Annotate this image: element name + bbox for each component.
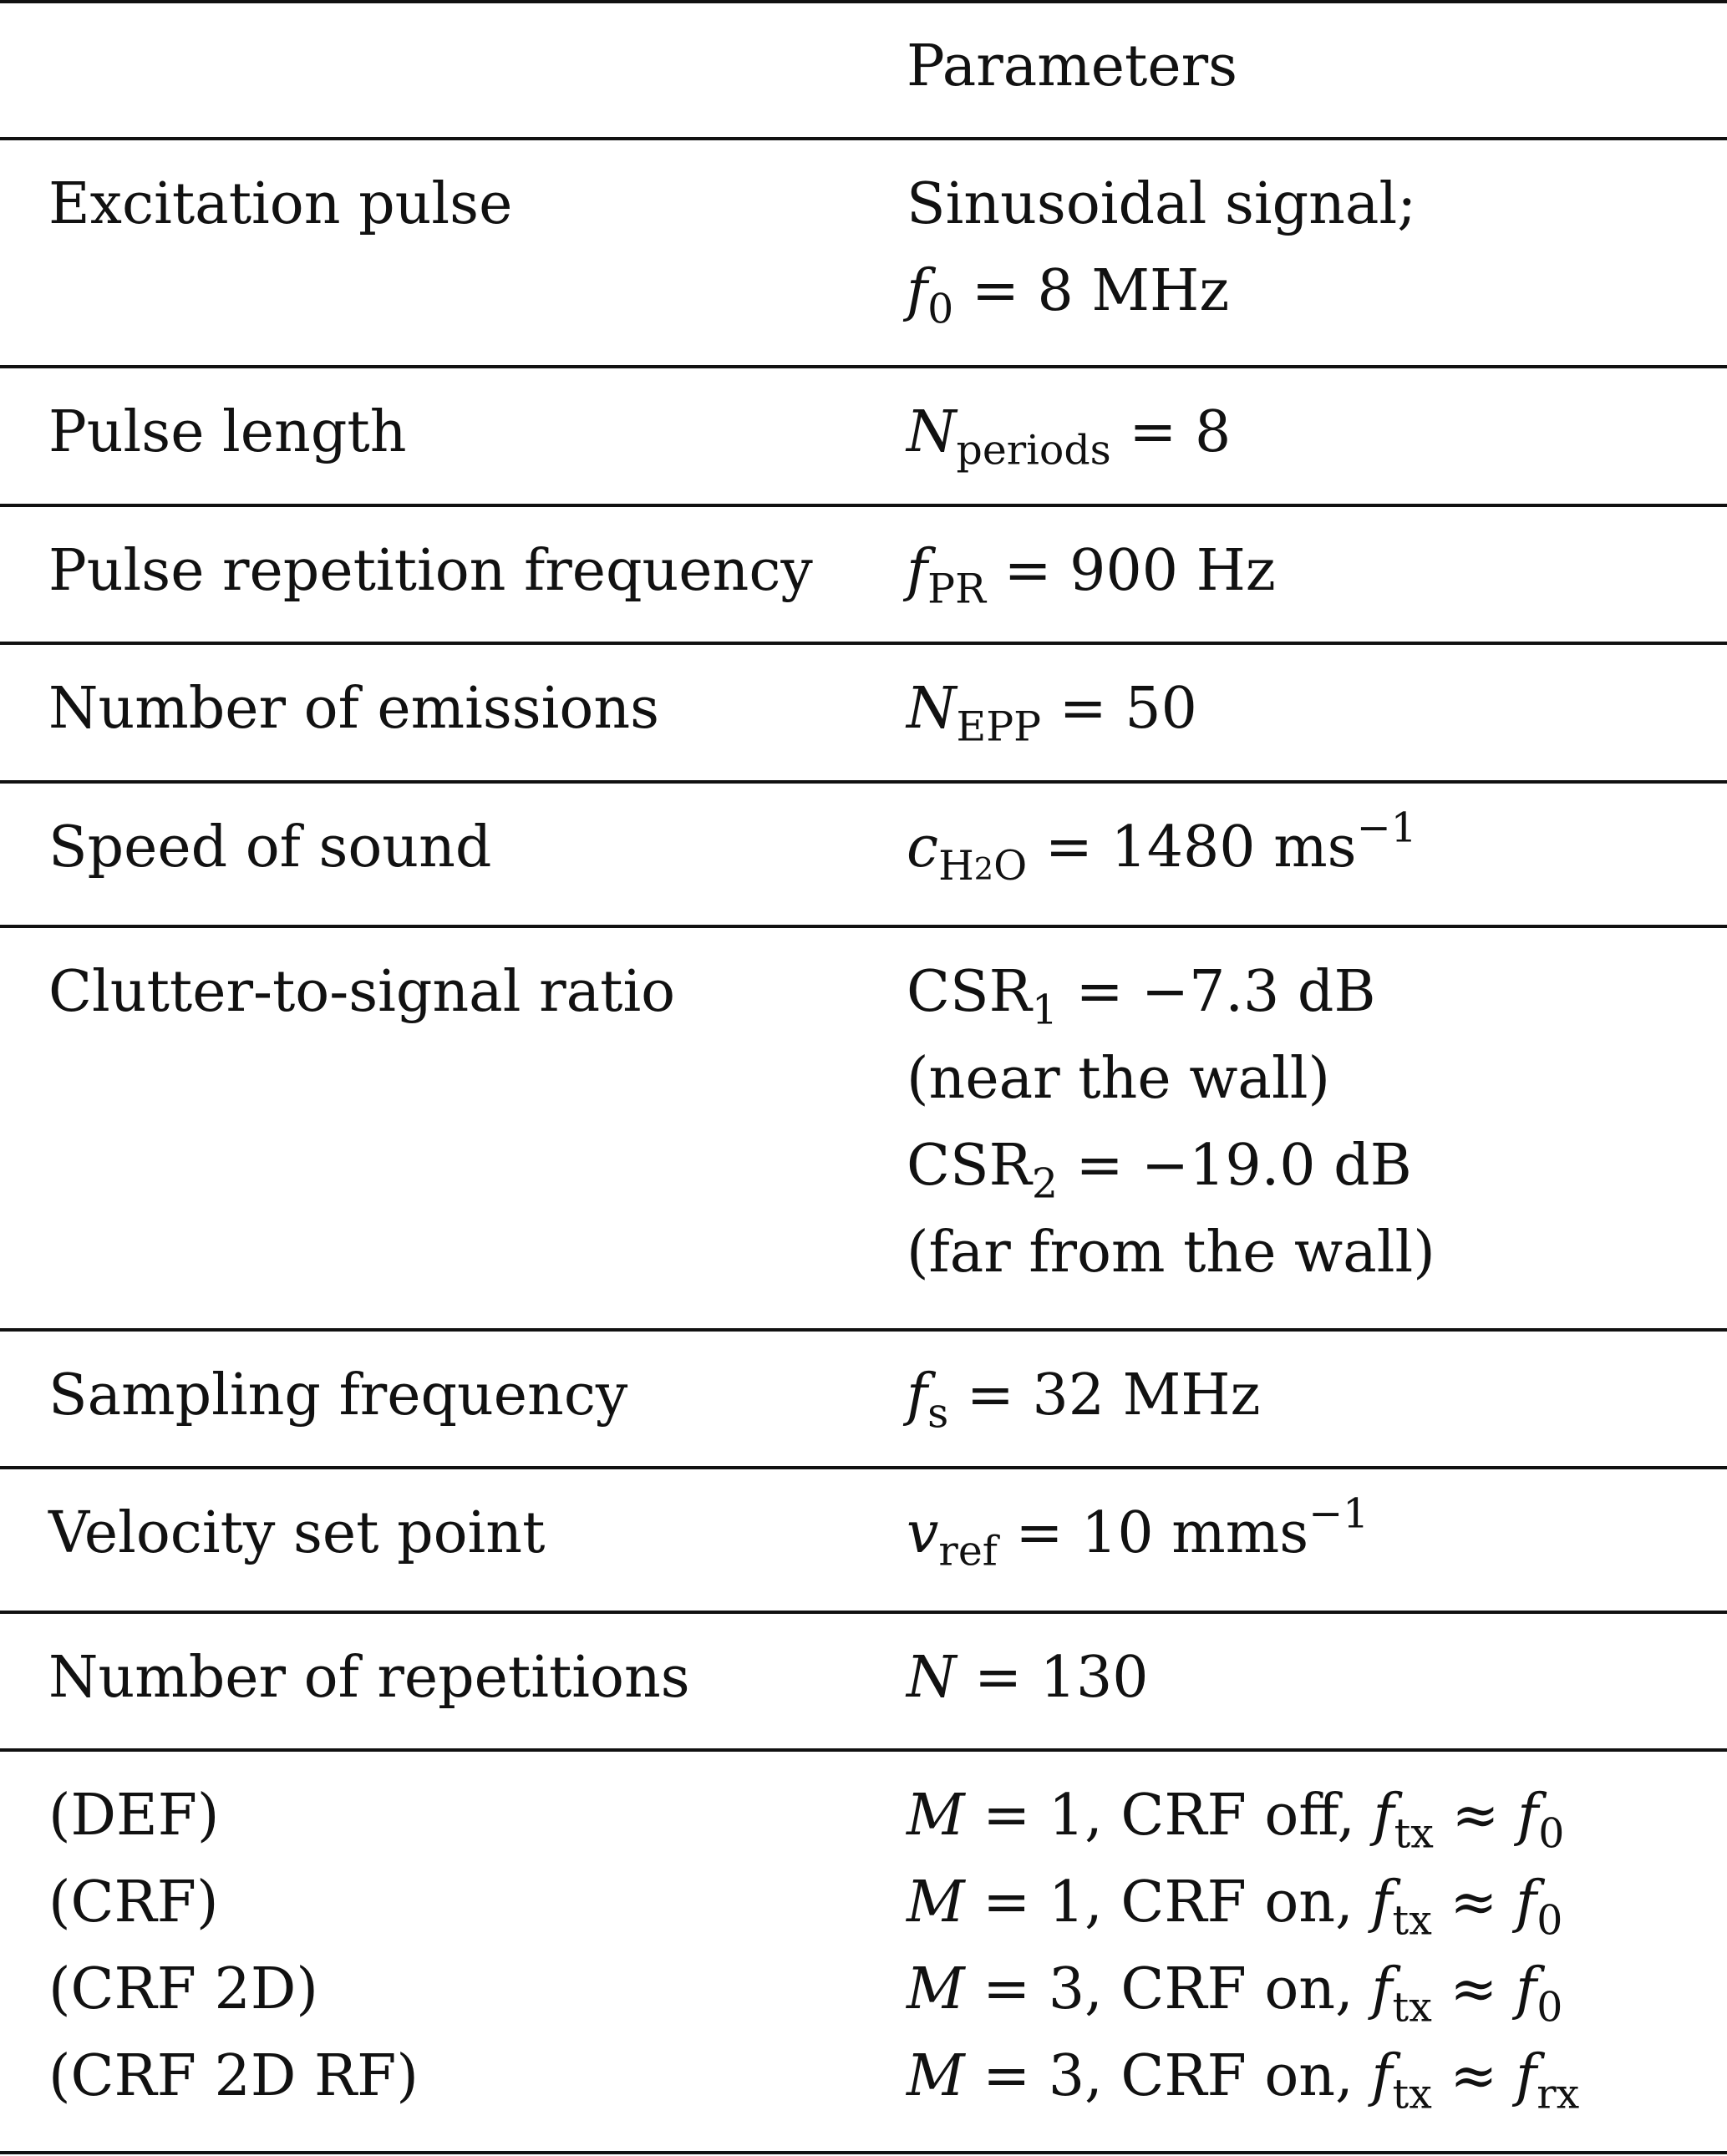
row-value-velocity-set-point: $v_{ref} = 10$ mms$^{-1}$	[907, 1489, 1369, 1575]
row-label-sampling-frequency: Sampling frequency	[48, 1362, 628, 1428]
value-line-csr2: $CSR_2 = -19.0$ dB	[907, 1133, 1412, 1208]
config-value-crf-2d: M = 3, CRF on, $f_{tx} \approx f_0$	[907, 1956, 1563, 2032]
row-label-number-of-repetitions: Number of repetitions	[48, 1645, 690, 1711]
value-line-f0: $f_0 = 8$ MHz	[907, 258, 1230, 333]
header-parameters: Parameters	[907, 33, 1237, 99]
row-label-speed-of-sound: Speed of sound	[48, 814, 492, 880]
config-value-crf-2d-rf: M = 3, CRF on, $f_{tx} \approx f_{rx}$	[907, 2043, 1580, 2118]
row-value-excitation-pulse	[907, 161, 1416, 335]
value-line-csr1: $CSR_1 = -7.3$ dB	[907, 959, 1376, 1034]
row-rule	[0, 780, 1727, 784]
row-label-csr: Clutter-to-signal ratio	[48, 959, 676, 1025]
config-value-def: M = 1, CRF off, $f_{tx} \approx f_0$	[907, 1783, 1565, 1858]
row-value-pulse-length: $N_{periods} = 8$	[907, 399, 1232, 474]
table-bottom-rule	[0, 2151, 1727, 2154]
config-label-def: (DEF)	[48, 1783, 220, 1849]
row-label-configurations	[48, 1773, 419, 2120]
value-line: (far from the wall)	[907, 1220, 1435, 1286]
row-rule	[0, 1328, 1727, 1332]
row-value-configurations	[907, 1773, 1579, 2120]
row-value-speed-of-sound: $c_{H2O} = 1480$ $ms^{-1}$	[907, 804, 1417, 890]
row-rule	[0, 1748, 1727, 1752]
config-value-crf: M = 1, CRF on, $f_{tx} \approx f_0$	[907, 1869, 1563, 1945]
header-rule	[0, 137, 1727, 140]
row-label-velocity-set-point: Velocity set point	[48, 1500, 546, 1566]
row-rule	[0, 504, 1727, 507]
row-value-sampling-frequency: $f_s = 32$ MHz	[907, 1362, 1261, 1438]
value-line: Sinusoidal signal;	[907, 171, 1417, 237]
row-rule	[0, 642, 1727, 645]
row-value-number-of-emissions: $N_{EPP} = 50$	[907, 676, 1197, 751]
config-label-crf: (CRF)	[48, 1869, 219, 1935]
row-value-prf: $f_{PR} = 900$ Hz	[907, 538, 1276, 613]
config-label-crf-2d-rf: (CRF 2D RF)	[48, 2043, 419, 2109]
config-label-crf-2d: (CRF 2D)	[48, 1956, 318, 2022]
row-value-number-of-repetitions: N = 130	[907, 1645, 1149, 1711]
row-label-excitation-pulse: Excitation pulse	[48, 171, 513, 237]
table-top-rule	[0, 0, 1727, 3]
row-label-number-of-emissions: Number of emissions	[48, 676, 660, 742]
value-line: (near the wall)	[907, 1046, 1330, 1112]
row-label-pulse-length: Pulse length	[48, 399, 407, 465]
row-rule	[0, 925, 1727, 928]
row-rule	[0, 1466, 1727, 1469]
row-label-prf: Pulse repetition frequency	[48, 538, 813, 604]
row-rule	[0, 1611, 1727, 1614]
row-rule	[0, 365, 1727, 368]
row-value-csr	[907, 949, 1435, 1296]
